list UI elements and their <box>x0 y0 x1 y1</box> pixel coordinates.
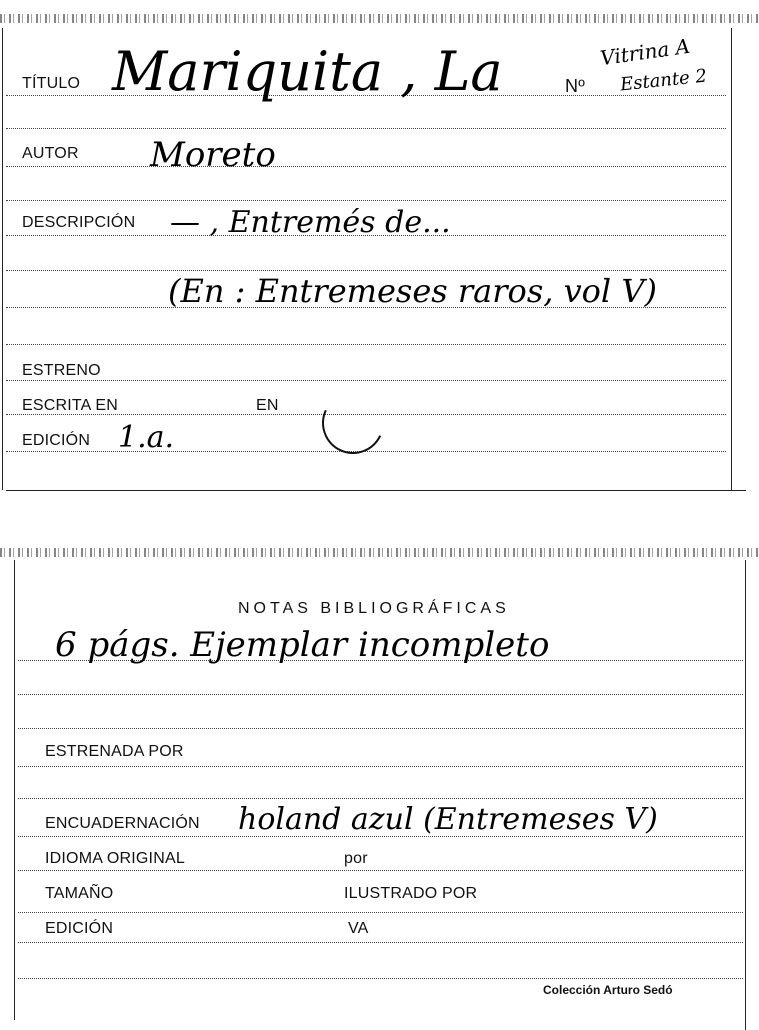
card-border-right <box>731 28 732 490</box>
titulo-label: TÍTULO <box>22 75 81 92</box>
catalog-card-front <box>0 0 759 495</box>
encuadernacion-label: ENCUADERNACIÓN <box>45 815 200 832</box>
card-border-left <box>14 560 15 1020</box>
collection-footer: Colección Arturo Sedó <box>543 983 673 997</box>
rule <box>6 200 726 201</box>
descripcion-label: DESCRIPCIÓN <box>22 214 136 231</box>
torn-edge <box>0 548 759 557</box>
vitrina-handwritten: Vitrina A <box>598 33 692 71</box>
rule <box>6 380 726 381</box>
torn-edge <box>0 14 759 23</box>
card-border-left <box>2 28 3 490</box>
escrita-en-label: ESCRITA EN <box>22 397 118 414</box>
titulo-handwritten: Mariquita , La <box>112 40 503 103</box>
rule <box>6 344 726 345</box>
rule <box>18 978 743 979</box>
card-border-right <box>745 560 746 1030</box>
estrenada-por-label: ESTRENADA POR <box>45 743 184 760</box>
descripcion-handwritten-2: (En : Entremeses raros, vol V) <box>168 272 657 310</box>
idioma-original-label: IDIOMA ORIGINAL <box>45 850 185 867</box>
edicion-label: EDICIÓN <box>45 920 114 937</box>
numero-label: Nº <box>565 76 585 96</box>
va-label: VA <box>348 920 369 937</box>
estreno-label: ESTRENO <box>22 362 101 379</box>
encuadernacion-handwritten: holand azul (Entremeses V) <box>238 802 658 837</box>
notas-heading: NOTAS BIBLIOGRÁFICAS <box>238 600 510 617</box>
en-label: EN <box>256 397 279 414</box>
rule <box>18 912 743 913</box>
autor-label: AUTOR <box>22 145 79 162</box>
rule <box>6 490 746 491</box>
descripcion-handwritten: — , Entremés de... <box>170 205 451 240</box>
por-label: por <box>344 850 368 867</box>
rule <box>6 270 726 271</box>
rule <box>18 728 743 729</box>
edicion-label: EDICIÓN <box>22 432 91 449</box>
autor-handwritten: Moreto <box>150 135 276 175</box>
notas-handwritten: 6 págs. Ejemplar incompleto <box>55 625 550 665</box>
tamano-label: TAMAÑO <box>45 885 114 902</box>
ilustrado-por-label: ILUSTRADO POR <box>344 885 478 902</box>
rule <box>6 128 726 129</box>
rule <box>18 942 743 943</box>
estante-handwritten: Estante 2 <box>619 65 708 96</box>
rule <box>18 694 743 695</box>
rule <box>18 798 743 799</box>
rule <box>18 766 743 767</box>
rule <box>6 166 726 167</box>
rule <box>18 870 743 871</box>
edicion-handwritten: 1.a. <box>118 420 175 455</box>
catalog-card-back <box>0 540 759 1028</box>
